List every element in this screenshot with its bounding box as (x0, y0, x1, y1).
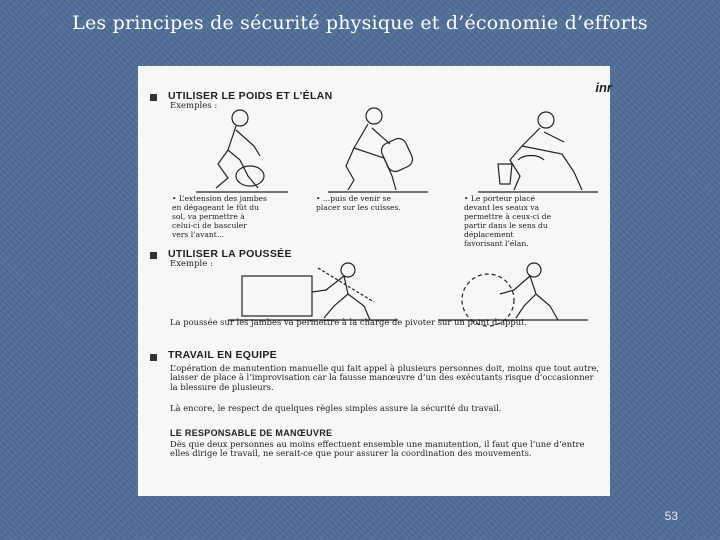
section-title-poussee: UTILISER LA POUSSÉE (168, 248, 292, 260)
section-title-poids-elan: UTILISER LE POIDS ET L’ÉLAN (168, 90, 333, 102)
scanned-document (138, 66, 610, 496)
caption-1: • L’extension des jambes en dégageant le fût du sol, va permettre à celui-ci de basculer vers l’avant... (172, 194, 267, 239)
page-number: 53 (664, 509, 678, 523)
paragraph-3: Dès que deux personnes au moins effectuent ensemble une manutention, il faut que l’une d’entre elles dirige le travail, ne serait-ce que pour assurer la coordination des mouvements. (170, 439, 585, 459)
section-bullet (150, 252, 157, 259)
section-subtitle: Exemples : (170, 101, 218, 111)
section-text-poussee: La poussée sur les jambes va permettre à la charge de pivoter sur un point d’appui. (170, 317, 527, 327)
subheading-responsable: LE RESPONSABLE DE MANŒUVRE (170, 428, 333, 438)
paragraph-2: Là encore, le respect de quelques règles simples assure la sécurité du travail. (170, 403, 502, 413)
figures-poids-elan (178, 106, 608, 196)
paragraph-1: L’opération de manutention manuelle qui fait appel à plusieurs personnes doit, moins que tout autre, laisser de place à l’improvisation car la fausse manœuvre d’un des exécutants risque d’occasionner la blessure de plusieurs. (170, 363, 599, 392)
section-bullet (150, 94, 157, 101)
section-subtitle: Exemple : (170, 259, 213, 269)
section-title-equipe: TRAVAIL EN EQUIPE (168, 349, 277, 361)
figure-squat-lift (196, 110, 288, 192)
logo: inr (595, 80, 612, 95)
figure-push-crate (228, 263, 398, 320)
section-bullet (150, 354, 157, 361)
figures-poussee (198, 262, 598, 322)
figure-buckets-carrier (478, 112, 598, 192)
slide-title: Les principes de sécurité physique et d’économie d’efforts (72, 12, 648, 34)
caption-3: • Le porteur placé devant les seaux va permettre à ceux-ci de partir dans le sens du déplacement favorisant l’élan. (464, 194, 552, 248)
caption-2: • ...puis de venir se placer sur les cuisses. (316, 194, 401, 212)
figure-drum-thighs (328, 108, 428, 192)
